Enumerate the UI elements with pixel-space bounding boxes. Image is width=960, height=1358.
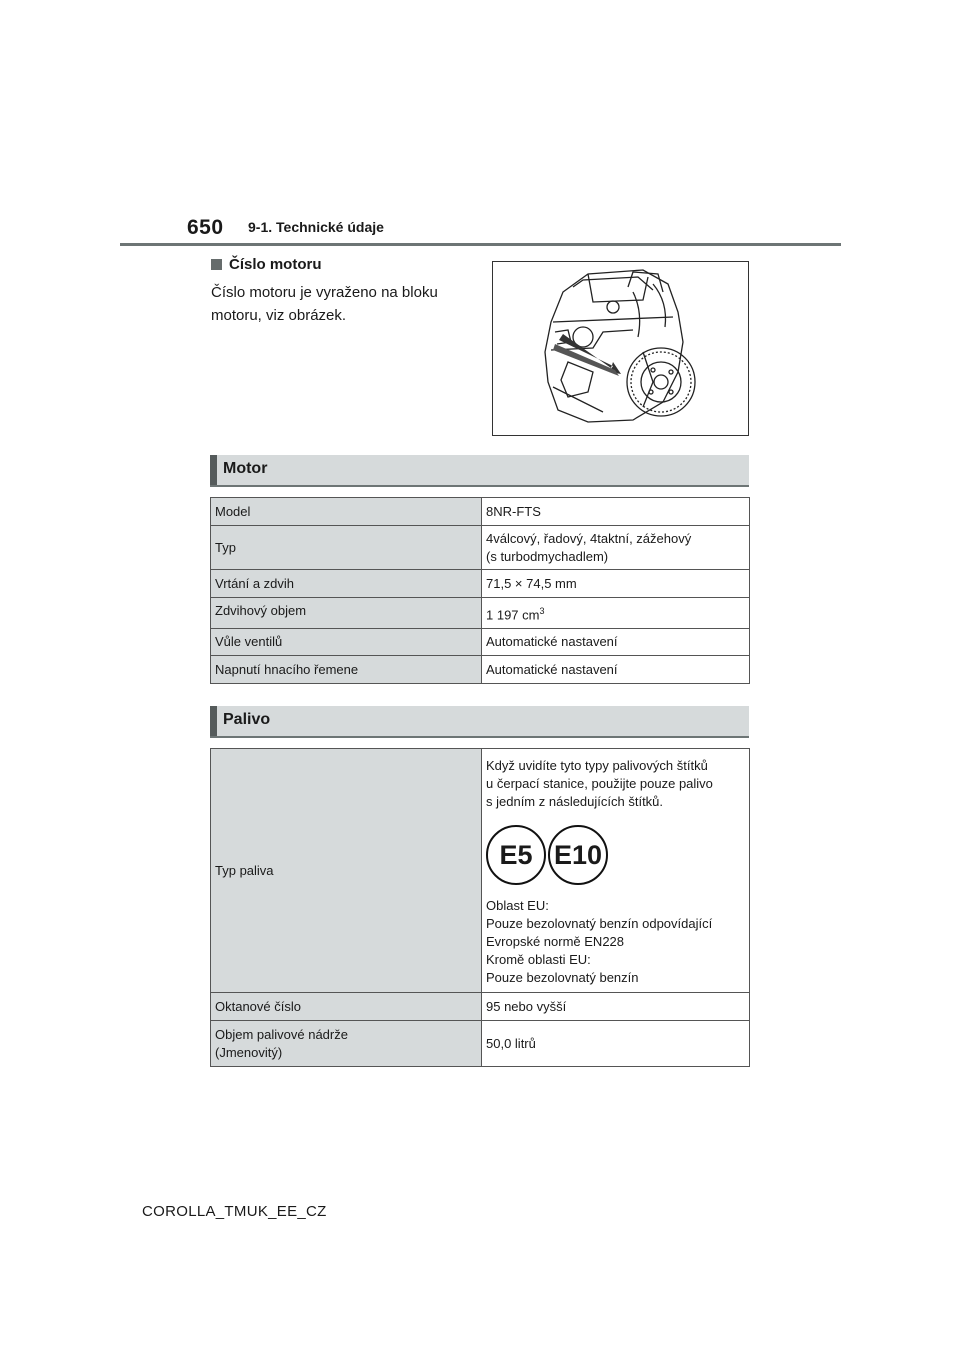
fuel-heading (210, 706, 749, 738)
table-row (211, 629, 750, 656)
label-cell (211, 1021, 482, 1067)
table-row (211, 656, 750, 684)
label-line: Objem palivové nádrže (215, 1026, 348, 1042)
label-cell: Oktanové číslo (211, 993, 482, 1021)
label-cell: Typ paliva (211, 749, 482, 993)
value-cell: Automatické nastavení (482, 656, 750, 684)
fuel-detail-line: Oblast EU: (486, 897, 549, 913)
fuel-detail-line: Kromě oblasti EU: (486, 951, 591, 967)
engine-illustration (492, 261, 749, 436)
value-cell (482, 749, 750, 993)
fuel-detail-line: Pouze bezolovnatý benzín odpovídající (486, 915, 713, 931)
fuel-spec-table (210, 748, 750, 1067)
label-cell: Napnutí hnacího řemene (211, 656, 482, 684)
table-row (211, 498, 750, 526)
value-cell: 50,0 litrů (482, 1021, 750, 1067)
engine-number-text: Číslo motoru je vyraženo na bloku motoru, viz obrázek. (211, 284, 438, 324)
section-title: 9-1. Technické údaje (248, 219, 384, 235)
value-cell: 71,5 × 74,5 mm (482, 570, 750, 598)
square-bullet-icon (211, 259, 222, 270)
label-cell: Vůle ventilů (211, 629, 482, 656)
fuel-intro-line: s jedním z následujících štítků. (486, 793, 664, 809)
value-cell: 95 nebo vyšší (482, 993, 750, 1021)
motor-spec-table (210, 497, 750, 684)
label-cell: Typ (211, 526, 482, 570)
label-cell: Zdvihový objem (211, 598, 482, 629)
fuel-label-badges (486, 825, 745, 885)
value-cell: 8NR-FTS (482, 498, 750, 526)
header-rule (120, 243, 841, 246)
label-line: (Jmenovitý) (215, 1044, 283, 1060)
page-number: 650 (187, 216, 224, 239)
value-cell (482, 526, 750, 570)
value-cell: Automatické nastavení (482, 629, 750, 656)
engine-drawing-icon (493, 262, 748, 435)
engine-number-heading-text: Číslo motoru (229, 256, 322, 273)
label-cell: Model (211, 498, 482, 526)
motor-heading (210, 455, 749, 487)
table-row (211, 570, 750, 598)
engine-number-heading (211, 256, 322, 273)
table-row (211, 993, 750, 1021)
fuel-detail-line: Pouze bezolovnatý benzín (486, 969, 639, 985)
e10-fuel-badge: E10 (548, 825, 608, 885)
displacement-value: 1 197 cm (486, 607, 540, 623)
table-row (211, 1021, 750, 1067)
unit-superscript: 3 (539, 605, 545, 616)
fuel-intro-line: u čerpací stanice, použijte pouze palivo (486, 775, 713, 791)
value-cell (482, 598, 750, 629)
e5-fuel-badge: E5 (486, 825, 546, 885)
table-row (211, 526, 750, 570)
value-line: 4válcový, řadový, 4taktní, zážehový (486, 530, 692, 546)
table-row (211, 598, 750, 629)
fuel-intro-line: Když uvidíte tyto typy palivových štítků (486, 757, 708, 773)
fuel-heading-text: Palivo (223, 711, 271, 728)
value-line: (s turbodmychadlem) (486, 548, 609, 564)
fuel-detail-line: Evropské normě EN228 (486, 933, 625, 949)
motor-heading-text: Motor (223, 460, 268, 477)
table-row (211, 749, 750, 993)
label-cell: Vrtání a zdvih (211, 570, 482, 598)
footer-code: COROLLA_TMUK_EE_CZ (142, 1203, 327, 1220)
